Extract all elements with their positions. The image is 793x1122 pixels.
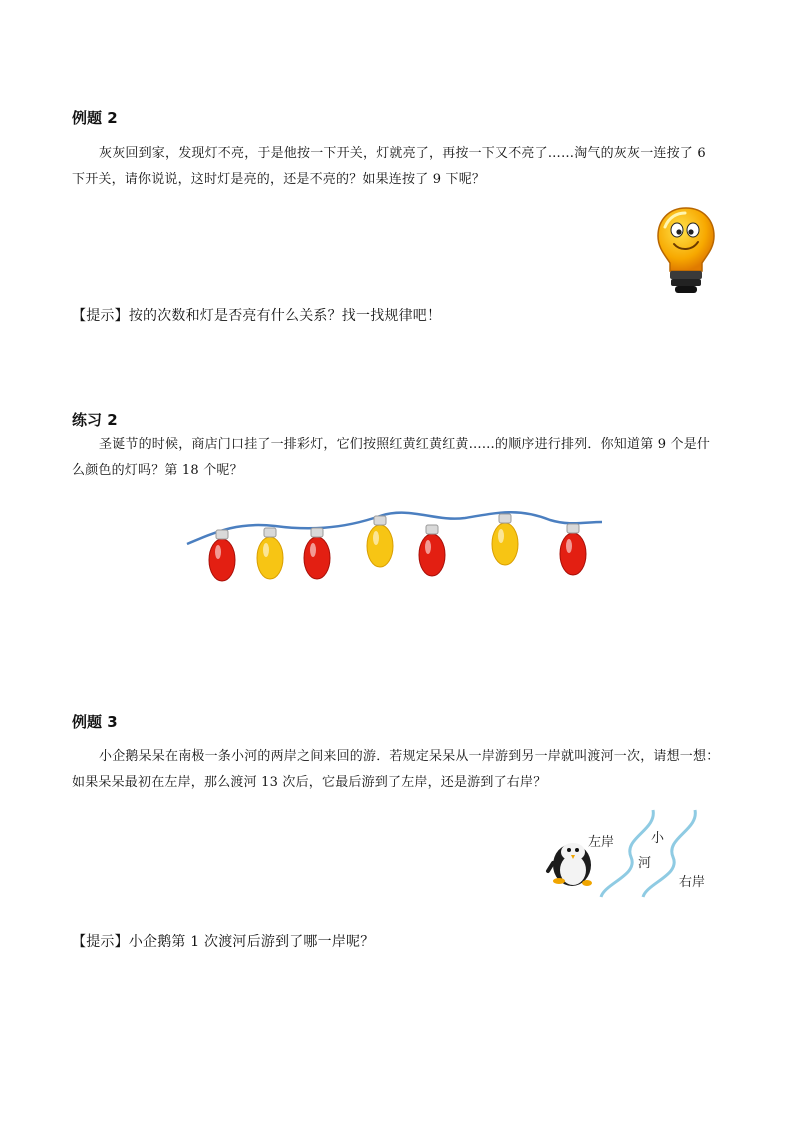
example-2-hint — [72, 305, 441, 325]
light-bulb-red — [419, 525, 445, 576]
left-bank-line — [601, 810, 653, 897]
right-bank-label: 右岸 — [679, 875, 706, 890]
hint-text: 小企鹅第 1 次渡河后游到了哪一岸呢？ — [128, 934, 375, 950]
light-bulb-yellow — [367, 516, 393, 567]
river-label-2: 河 — [638, 856, 652, 871]
light-wire — [187, 512, 602, 544]
practice-2-text: 圣诞节的时候，商店门口挂了一排彩灯，它们按照红黄红黄红黄……的顺序进行排列．你知道第 9 个是什么颜色的灯吗？第 18 个呢？ — [72, 437, 711, 478]
penguin-icon — [548, 843, 592, 886]
light-bulb-yellow — [492, 514, 518, 565]
example-2-title: 例题 2 — [72, 109, 118, 127]
example-3-title: 例题 3 — [72, 713, 118, 731]
penguin-river-illustration — [545, 805, 745, 900]
example-3-hint — [72, 931, 374, 951]
light-bulb-red — [209, 530, 235, 581]
hint-tag: 【提示】 — [72, 308, 129, 324]
light-bulb-red — [304, 528, 330, 579]
lightbulb-illustration — [655, 205, 717, 297]
river-label-1: 小 — [651, 831, 665, 846]
light-bulb-yellow — [257, 528, 283, 579]
practice-2-title: 练习 2 — [72, 411, 118, 429]
example-2-text: 灰灰回到家，发现灯不亮，于是他按一下开关，灯就亮了，再按一下又不亮了……淘气的灰灰一连按了 6 下开关，请你说说，这时灯是亮的，还是不亮的？如果连按了 9 下呢？ — [72, 146, 706, 187]
left-bank-label: 左岸 — [588, 835, 615, 850]
example-3-text: 小企鹅呆呆在南极一条小河的两岸之间来回的游．若规定呆呆从一岸游到另一岸就叫渡河一次，请想一想：如果呆呆最初在左岸，那么渡河 13 次后，它最后游到了左岸，还是游到了右岸？ — [72, 749, 720, 790]
hint-tag: 【提示】 — [72, 934, 129, 950]
light-bulb-red — [560, 524, 586, 575]
hint-text: 按的次数和灯是否亮有什么关系？找一找规律吧！ — [128, 308, 442, 324]
christmas-lights-illustration — [180, 500, 610, 590]
